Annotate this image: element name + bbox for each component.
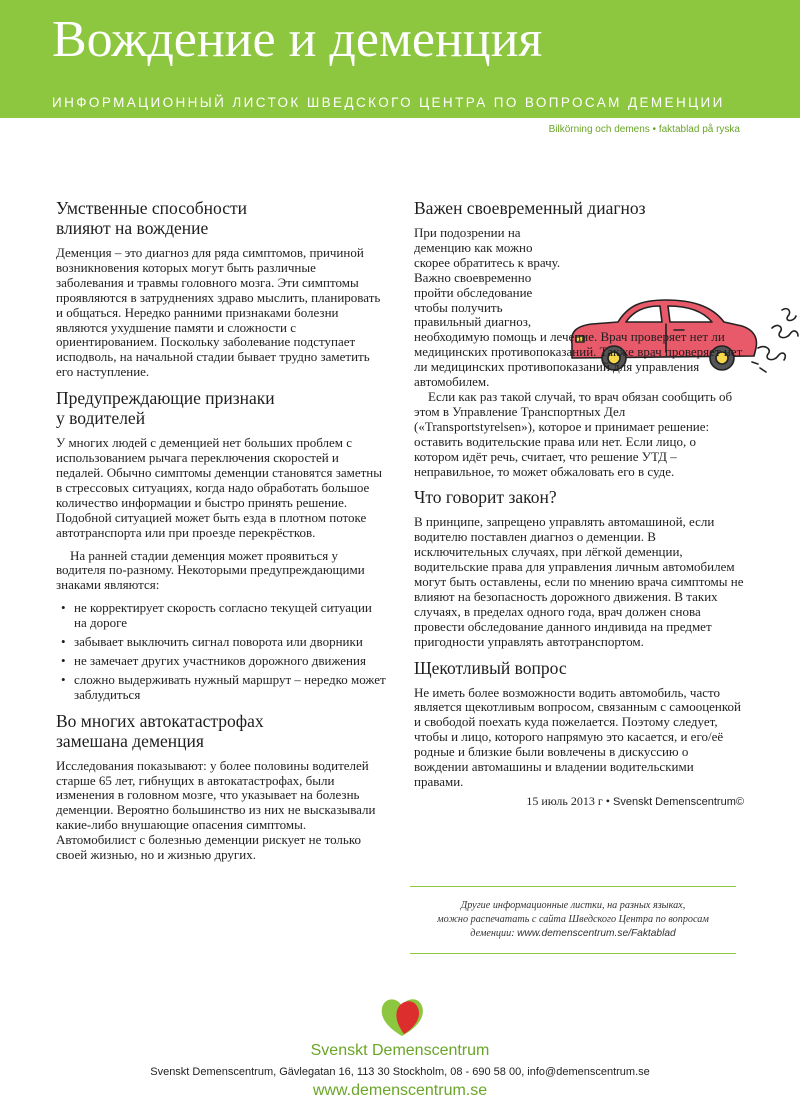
warning-signs-list <box>56 601 386 702</box>
website-link[interactable]: www.demenscentrum.se <box>312 1082 488 1099</box>
section-heading-sensitive-question: Щекотливый вопрос <box>414 657 567 678</box>
header-banner <box>0 0 800 118</box>
paragraph: Исследования показывают: у более половины водителей старше 65 лет, гибнущих в автокатастрофах, были изменения в головном мозге, что указывает на болезнь деменции. Вероятно большинство из них не высказывали какие-либо внушающие опасения симптомы. Автомобилист с болезнью деменции рискует не только своей жизнью, но и жизнью других. <box>56 757 376 863</box>
paragraph: Деменция – это диагноз для ряда симптомов, причиной возникновения которых могут быть различные заболевания и травмы головного мозга. Эти симптомы проявляются в затруднениях здраво мыслить, планировать и общаться. Нередко ранними признаками болезни являются ухудшение памяти и сложности с ориентированием. Поскольку заболевание подступает исподволь, на начальной стадии бывает трудно заметить его наступление. <box>56 245 381 380</box>
faktablad-link[interactable]: www.demenscentrum.se/Faktablad <box>517 928 676 939</box>
info-prefix: деменции: <box>470 928 515 939</box>
heading-line: у водителей <box>56 408 146 429</box>
hearts-logo-icon <box>378 994 426 1038</box>
paragraph: Не иметь более возможности водить автомобиль, часто является щекотливым вопросом, связанным с самооценкой и свободой поехать куда пожелается. Поэтому следует, чтобы и лицо, которого напрямую это касается, и его/её родные и близкие были вовлечены в дискуссию о вождении автомашины и владении водительскими правами. <box>414 684 742 789</box>
info-line: Другие информационные листки, на разных языках, <box>460 900 686 911</box>
paragraph: Если как раз такой случай, то врач обязан сообщить об этом в Управление Транспортных Дел («Transportstyrelsen»), которое и принимает решение: оставить водительские права или нет. Если лицо, о котором идёт речь, считает, что решение УТД – неправильное, то может обжаловать его в суде. <box>414 388 733 479</box>
list-item: • забывает выключить сигнал поворота или дворники <box>56 635 386 650</box>
date-text: 15 июль 2013 г • <box>526 793 610 808</box>
section-heading-accidents <box>56 711 386 751</box>
brand-name: Svenskt Demenscentrum <box>310 1042 490 1059</box>
list-item: • сложно выдерживать нужный маршрут – нередко может заблудиться <box>56 673 386 703</box>
section-heading-diagnosis: Важен своевременный диагноз <box>414 198 646 218</box>
page-title: Вождение и деменция <box>52 11 543 68</box>
tagline: Bilkörning och demens • faktablad på ryska <box>548 124 740 135</box>
heading-line: замешана деменция <box>56 730 204 751</box>
heading-line: Во многих автокатастрофах <box>56 710 264 731</box>
paragraph: У многих людей с деменцией нет больших проблем с использованием рычага переключения скоростей и педалей. Обычно симптомы деменции становятся заметны в стрессовых ситуациях, когда надо обработать большое количество информации и быстро принять решение. Подобной ситуацией может быть езда в плотном потоке автотранспорта или при проезде перекрёстков. <box>56 435 382 540</box>
right-column <box>414 198 744 809</box>
paragraph: В принципе, запрещено управлять автомашиной, если водителю поставлен диагноз о деменции. В исключительных случаях, при лёгкой деменции, водительские права для управления личным автомобилем могут быть оставлены, если по мнению врача симптомы не влияют на безопасность дорожного движения. В таких случаях, в пределах одного года, врач должен снова провести обследование данного индивида на предмет пригодности управлять автотранспортом. <box>414 514 744 649</box>
left-column <box>56 198 386 871</box>
heading-line: Умственные способности <box>56 198 247 218</box>
info-box <box>410 886 736 954</box>
heading-line: влияют на вождение <box>56 218 209 238</box>
list-item: • не корректирует скорость согласно текущей ситуации на дороге <box>56 601 386 631</box>
date-line <box>414 794 744 809</box>
logo-icon <box>378 994 426 1038</box>
section-heading-law: Что говорит закон? <box>414 487 557 508</box>
footer-address: Svenskt Demenscentrum, Gävlegatan 16, 113 30 Stockholm, 08 - 690 58 00, info@demenscentrum.se <box>150 1066 650 1078</box>
section-heading-warning-signs <box>56 388 386 428</box>
copyright-text: Svenskt Demenscentrum© <box>613 795 744 808</box>
section-heading-cognitive <box>56 198 386 238</box>
paragraph: На ранней стадии деменция может проявиться у водителя по-разному. Некоторыми предупреждающими знаками являются: <box>56 547 365 593</box>
paragraph-text: При подозрении на деменцию как можно скорее обратитесь к врачу. Важно своевременно пройти обследование чтобы получить правильный диагноз, необходимую помощь и лечение. Врач проверяет нет ли медицинских противопоказаний. Также врач проверяет нет ли медицинских противопоказаний для управления автомобилем. <box>414 225 743 390</box>
heading-line: Предупреждающие признаки <box>56 388 275 409</box>
paragraph <box>414 226 744 390</box>
info-line <box>410 927 736 941</box>
list-item: • не замечает других участников дорожного движения <box>56 654 386 669</box>
info-line: можно распечатать с сайта Шведского Центра по вопросам <box>437 914 709 925</box>
page-subtitle: ИНФОРМАЦИОННЫЙ ЛИСТОК ШВЕДСКОГО ЦЕНТРА ПО ВОПРОСАМ ДЕМЕНЦИИ <box>52 95 725 110</box>
